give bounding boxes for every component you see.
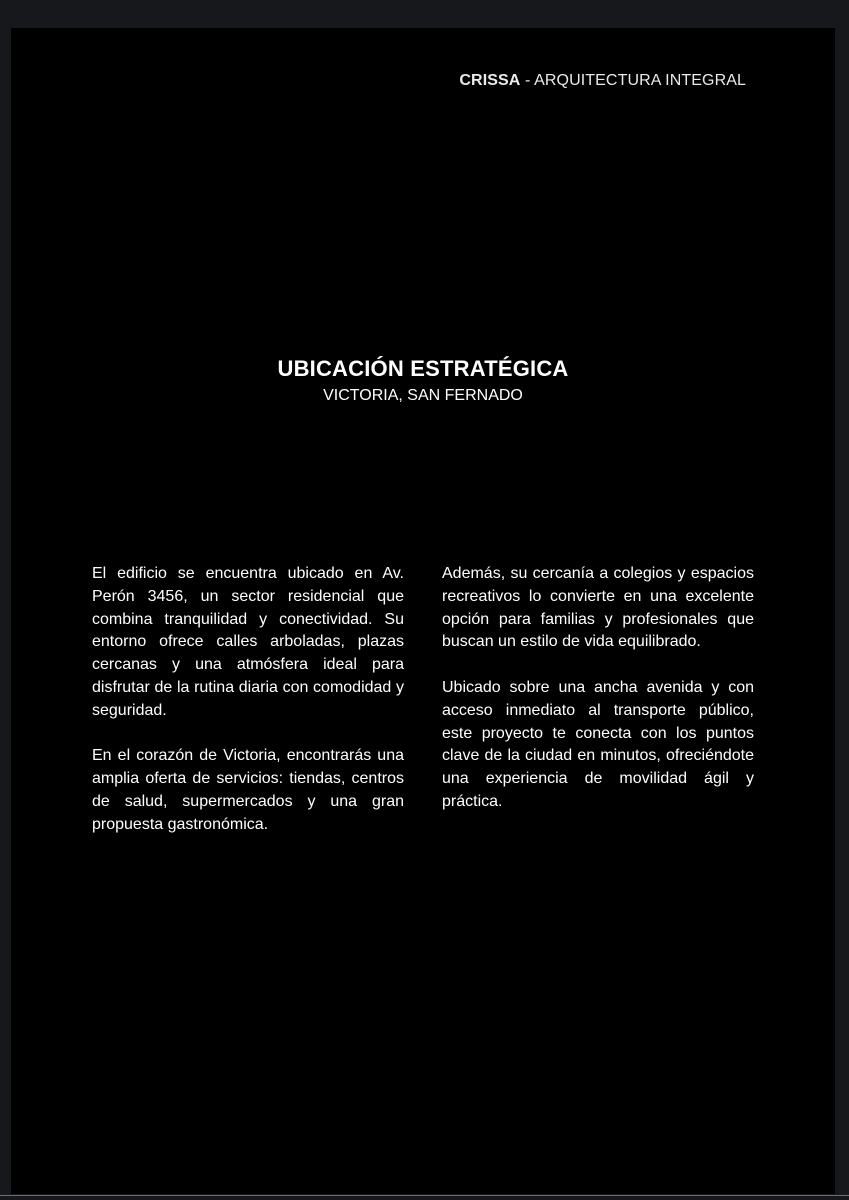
page-header	[459, 72, 746, 90]
paragraph: En el corazón de Victoria, encontrarás una amplia oferta de servicios: tiendas, centros de salud, supermercados y una gran propuesta gastronómica.	[92, 747, 404, 833]
section-title: UBICACIÓN ESTRATÉGICA	[277, 356, 569, 381]
brand-tagline: ARQUITECTURA INTEGRAL	[534, 72, 746, 89]
section-heading	[11, 355, 835, 407]
viewer-divider	[0, 1195, 849, 1196]
document-page	[11, 28, 835, 1194]
text-column-right	[442, 563, 754, 837]
text-column-left	[92, 563, 404, 859]
section-subtitle: VICTORIA, SAN FERNADO	[323, 387, 523, 404]
paragraph: Ubicado sobre una ancha avenida y con acceso inmediato al transporte público, este proyecto te conecta con los puntos clave de la ciudad en minutos, ofreciéndote una experiencia de movilidad ágil y práctica.	[442, 678, 754, 810]
paragraph: El edificio se encuentra ubicado en Av. Perón 3456, un sector residencial que combina tranquilidad y conectividad. Su entorno ofrece calles arboladas, plazas cercanas y una atmósfera ideal para disfrutar de la rutina diaria con comodidad y seguridad.	[92, 565, 404, 719]
brand-name: CRISSA	[459, 72, 521, 89]
header-separator: -	[520, 72, 535, 89]
paragraph: Además, su cercanía a colegios y espacios recreativos lo convierte en una excelente opción para familias y profesionales que buscan un estilo de vida equilibrado.	[442, 565, 754, 651]
